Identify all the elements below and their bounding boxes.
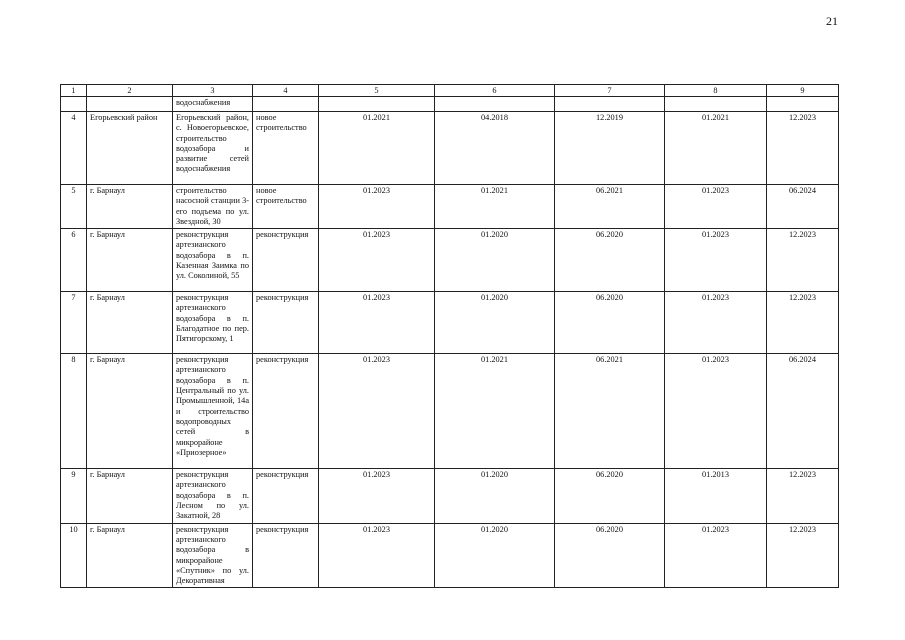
- row-col6: 01.2021: [435, 185, 555, 229]
- row-col6: 04.2018: [435, 112, 555, 185]
- row-location: г. Барнаул: [87, 185, 173, 229]
- row-location: г. Барнаул: [87, 523, 173, 588]
- row-col7: 06.2020: [555, 469, 665, 523]
- row-object: реконструкция артезианского водозабора в п. Центральный по ул. Промышленной, 14а и строительство водопроводных сетей в микрорайоне «Приозерное»: [173, 354, 253, 469]
- row-col8: 01.2021: [665, 112, 767, 185]
- row-col6: 01.2020: [435, 523, 555, 588]
- projects-table: [60, 84, 839, 588]
- row-number: 4: [61, 112, 87, 185]
- row-type: реконструкция: [253, 354, 319, 469]
- row-col8: 01.2023: [665, 292, 767, 354]
- column-header: 7: [555, 85, 665, 97]
- row-type: реконструкция: [253, 469, 319, 523]
- row-col7: 06.2021: [555, 354, 665, 469]
- row-col9: 12.2023: [767, 523, 839, 588]
- row-object: реконструкция артезианского водозабора в п. Благодатное по пер. Пятигорскому, 1: [173, 292, 253, 354]
- table-row: [61, 292, 839, 354]
- table-row: [61, 523, 839, 588]
- row-object: реконструкция артезианского водозабора в п. Казенная Заимка по ул. Соколиной, 55: [173, 229, 253, 292]
- row-col7: 06.2020: [555, 523, 665, 588]
- table-row: [61, 469, 839, 523]
- table-row: [61, 354, 839, 469]
- column-header: 5: [319, 85, 435, 97]
- continued-text: водоснабжения: [173, 97, 253, 112]
- row-location: г. Барнаул: [87, 292, 173, 354]
- row-object: строительство насосной станции 3-его подъема по ул. Звездной, 30: [173, 185, 253, 229]
- row-col9: 06.2024: [767, 354, 839, 469]
- row-col5: 01.2021: [319, 112, 435, 185]
- row-number: 9: [61, 469, 87, 523]
- table-row: [61, 185, 839, 229]
- row-object: реконструкция артезианского водозабора в п. Лесном по ул. Закатной, 28: [173, 469, 253, 523]
- column-header: 2: [87, 85, 173, 97]
- row-col9: 06.2024: [767, 185, 839, 229]
- row-col7: 06.2020: [555, 292, 665, 354]
- row-location: г. Барнаул: [87, 354, 173, 469]
- column-header: 3: [173, 85, 253, 97]
- continuation-row: [61, 97, 839, 112]
- row-col9: 12.2023: [767, 469, 839, 523]
- row-object: Егорьевский район, с. Новоегорьевское, строительство водозабора и развитие сетей водоснабжения: [173, 112, 253, 185]
- row-type: новое строительство: [253, 112, 319, 185]
- row-number: 5: [61, 185, 87, 229]
- row-number: 8: [61, 354, 87, 469]
- row-col5: 01.2023: [319, 469, 435, 523]
- header-row: [61, 85, 839, 97]
- row-col7: 06.2021: [555, 185, 665, 229]
- row-type: реконструкция: [253, 292, 319, 354]
- table-row: [61, 112, 839, 185]
- row-object: реконструкция артезианского водозабора в микрорайоне «Спутник» по ул. Декоративная: [173, 523, 253, 588]
- row-number: 10: [61, 523, 87, 588]
- row-col5: 01.2023: [319, 185, 435, 229]
- row-col8: 01.2023: [665, 229, 767, 292]
- row-col6: 01.2020: [435, 292, 555, 354]
- column-header: 1: [61, 85, 87, 97]
- row-col9: 12.2023: [767, 112, 839, 185]
- row-location: Егорьевский район: [87, 112, 173, 185]
- row-col7: 12.2019: [555, 112, 665, 185]
- row-type: новое строительство: [253, 185, 319, 229]
- column-header: 6: [435, 85, 555, 97]
- row-col8: 01.2023: [665, 185, 767, 229]
- row-number: 7: [61, 292, 87, 354]
- row-col7: 06.2020: [555, 229, 665, 292]
- table-row: [61, 229, 839, 292]
- row-col9: 12.2023: [767, 292, 839, 354]
- column-header: 9: [767, 85, 839, 97]
- row-col6: 01.2020: [435, 229, 555, 292]
- column-header: 4: [253, 85, 319, 97]
- row-col8: 01.2013: [665, 469, 767, 523]
- row-col5: 01.2023: [319, 523, 435, 588]
- row-col6: 01.2020: [435, 469, 555, 523]
- row-col5: 01.2023: [319, 292, 435, 354]
- row-col9: 12.2023: [767, 229, 839, 292]
- page-number: 21: [826, 14, 838, 28]
- column-header: 8: [665, 85, 767, 97]
- row-location: г. Барнаул: [87, 229, 173, 292]
- row-type: реконструкция: [253, 229, 319, 292]
- row-col5: 01.2023: [319, 354, 435, 469]
- row-location: г. Барнаул: [87, 469, 173, 523]
- row-col6: 01.2021: [435, 354, 555, 469]
- row-col8: 01.2023: [665, 354, 767, 469]
- row-number: 6: [61, 229, 87, 292]
- row-type: реконструкция: [253, 523, 319, 588]
- row-col5: 01.2023: [319, 229, 435, 292]
- row-col8: 01.2023: [665, 523, 767, 588]
